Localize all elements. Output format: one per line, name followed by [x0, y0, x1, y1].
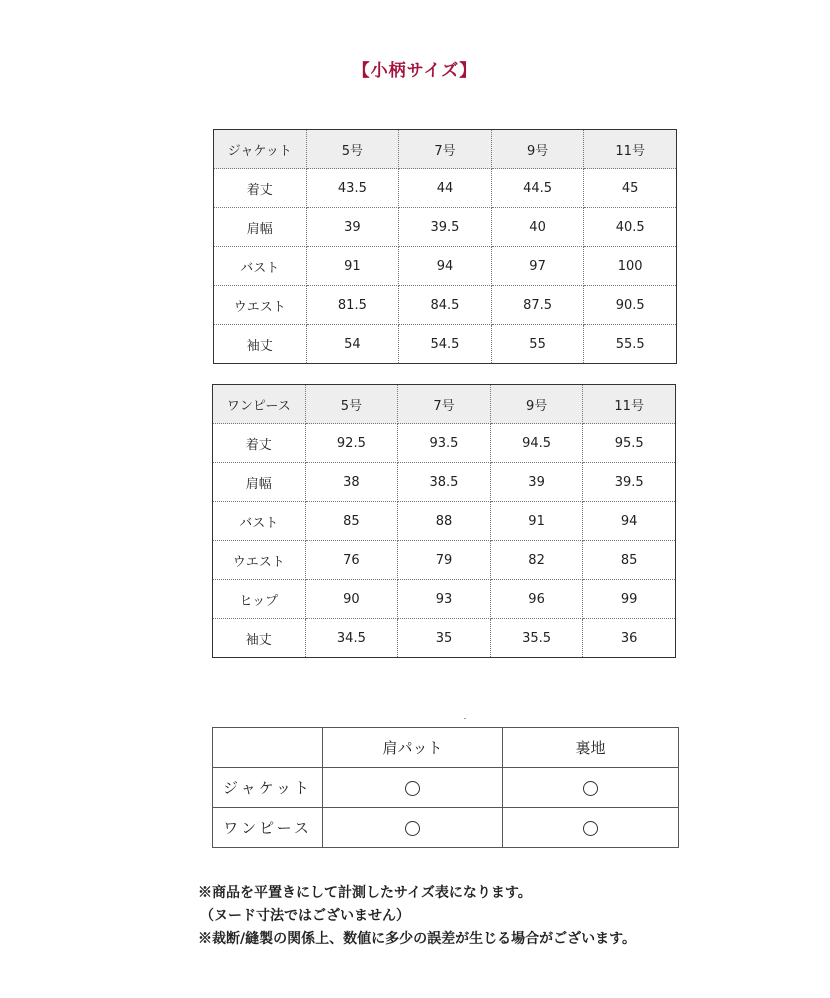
- table-cell: [323, 768, 503, 808]
- table-header-row: [214, 130, 677, 169]
- table-row: [213, 502, 676, 541]
- table-cell: [503, 808, 679, 848]
- jacket-size-table: [213, 129, 677, 364]
- header-cell-size-11: 11号: [583, 385, 676, 424]
- lining-table: [212, 727, 679, 848]
- circle-mark-icon: [583, 781, 598, 796]
- table-cell: 54: [306, 325, 399, 364]
- table-cell: 92.5: [305, 424, 398, 463]
- table-cell: 100: [584, 247, 677, 286]
- row-label: 着丈: [214, 169, 307, 208]
- row-label: 肩幅: [213, 463, 306, 502]
- row-label: ワンピース: [213, 808, 323, 848]
- table-cell: 39: [490, 463, 583, 502]
- header-cell-size-11: 11号: [584, 130, 677, 169]
- table-cell: 85: [305, 502, 398, 541]
- table-cell: 40.5: [584, 208, 677, 247]
- table-cell: 36: [583, 619, 676, 658]
- table-cell: 93: [398, 580, 491, 619]
- row-label: バスト: [213, 502, 306, 541]
- table-row: [213, 424, 676, 463]
- table-cell: 45: [584, 169, 677, 208]
- onepiece-size-table: [212, 384, 676, 658]
- table-cell: 90: [305, 580, 398, 619]
- table-cell: 38: [305, 463, 398, 502]
- table-cell: 76: [305, 541, 398, 580]
- table-cell: 54.5: [399, 325, 492, 364]
- table-cell: 94.5: [490, 424, 583, 463]
- table-cell: 97: [491, 247, 584, 286]
- table-cell: 91: [306, 247, 399, 286]
- header-cell-size-7: 7号: [398, 385, 491, 424]
- header-cell-size-7: 7号: [399, 130, 492, 169]
- header-cell-garment: ワンピース: [213, 385, 306, 424]
- table-cell: 39: [306, 208, 399, 247]
- circle-mark-icon: [583, 821, 598, 836]
- table-row: [213, 580, 676, 619]
- header-cell-size-9: 9号: [490, 385, 583, 424]
- table-cell: 95.5: [583, 424, 676, 463]
- header-cell-shoulder-pad: 肩パット: [323, 728, 503, 768]
- circle-mark-icon: [405, 781, 420, 796]
- table-cell: 35: [398, 619, 491, 658]
- page-title: 【小柄サイズ】: [352, 61, 478, 81]
- table-cell: 55: [491, 325, 584, 364]
- header-cell-garment: ジャケット: [214, 130, 307, 169]
- row-label: ウエスト: [214, 286, 307, 325]
- table-cell: 39.5: [399, 208, 492, 247]
- row-label: 着丈: [213, 424, 306, 463]
- table-row: [214, 208, 677, 247]
- header-cell-lining: 裏地: [503, 728, 679, 768]
- row-label: 袖丈: [213, 619, 306, 658]
- table-cell: 84.5: [399, 286, 492, 325]
- table-cell: 44: [399, 169, 492, 208]
- table-cell: 94: [399, 247, 492, 286]
- table-cell: 90.5: [584, 286, 677, 325]
- divider-dot: [464, 718, 466, 719]
- table-row: [213, 768, 679, 808]
- table-header-row: [213, 385, 676, 424]
- table-cell: 87.5: [491, 286, 584, 325]
- row-label: ウエスト: [213, 541, 306, 580]
- table-cell: 55.5: [584, 325, 677, 364]
- header-cell-size-5: 5号: [305, 385, 398, 424]
- table-cell: 85: [583, 541, 676, 580]
- table-cell: 93.5: [398, 424, 491, 463]
- table-cell: 96: [490, 580, 583, 619]
- table-cell: 81.5: [306, 286, 399, 325]
- row-label: 袖丈: [214, 325, 307, 364]
- table-cell: 38.5: [398, 463, 491, 502]
- table-cell: 79: [398, 541, 491, 580]
- table-cell: [503, 768, 679, 808]
- table-row: [214, 247, 677, 286]
- table-cell: 82: [490, 541, 583, 580]
- table-cell: 39.5: [583, 463, 676, 502]
- table-header-row: [213, 728, 679, 768]
- table-cell: 40: [491, 208, 584, 247]
- table-row: [213, 541, 676, 580]
- row-label: 肩幅: [214, 208, 307, 247]
- row-label: バスト: [214, 247, 307, 286]
- notes: [198, 882, 818, 951]
- table-row: [213, 808, 679, 848]
- table-cell: 99: [583, 580, 676, 619]
- row-label: ヒップ: [213, 580, 306, 619]
- note-line: ※商品を平置きにして計測したサイズ表になります。: [198, 885, 532, 901]
- circle-mark-icon: [405, 821, 420, 836]
- table-cell: 43.5: [306, 169, 399, 208]
- header-cell-empty: [213, 728, 323, 768]
- table-cell: 35.5: [490, 619, 583, 658]
- note-line: （ヌード寸法ではございません）: [200, 908, 410, 924]
- table-cell: 88: [398, 502, 491, 541]
- table-cell: [323, 808, 503, 848]
- row-label: ジャケット: [213, 768, 323, 808]
- table-cell: 44.5: [491, 169, 584, 208]
- header-cell-size-9: 9号: [491, 130, 584, 169]
- header-cell-size-5: 5号: [306, 130, 399, 169]
- table-row: [214, 286, 677, 325]
- table-cell: 91: [490, 502, 583, 541]
- table-cell: 94: [583, 502, 676, 541]
- table-cell: 34.5: [305, 619, 398, 658]
- table-row: [214, 169, 677, 208]
- table-row: [213, 619, 676, 658]
- note-line: ※裁断/縫製の関係上、数値に多少の誤差が生じる場合がございます。: [198, 931, 636, 947]
- table-row: [213, 463, 676, 502]
- table-row: [214, 325, 677, 364]
